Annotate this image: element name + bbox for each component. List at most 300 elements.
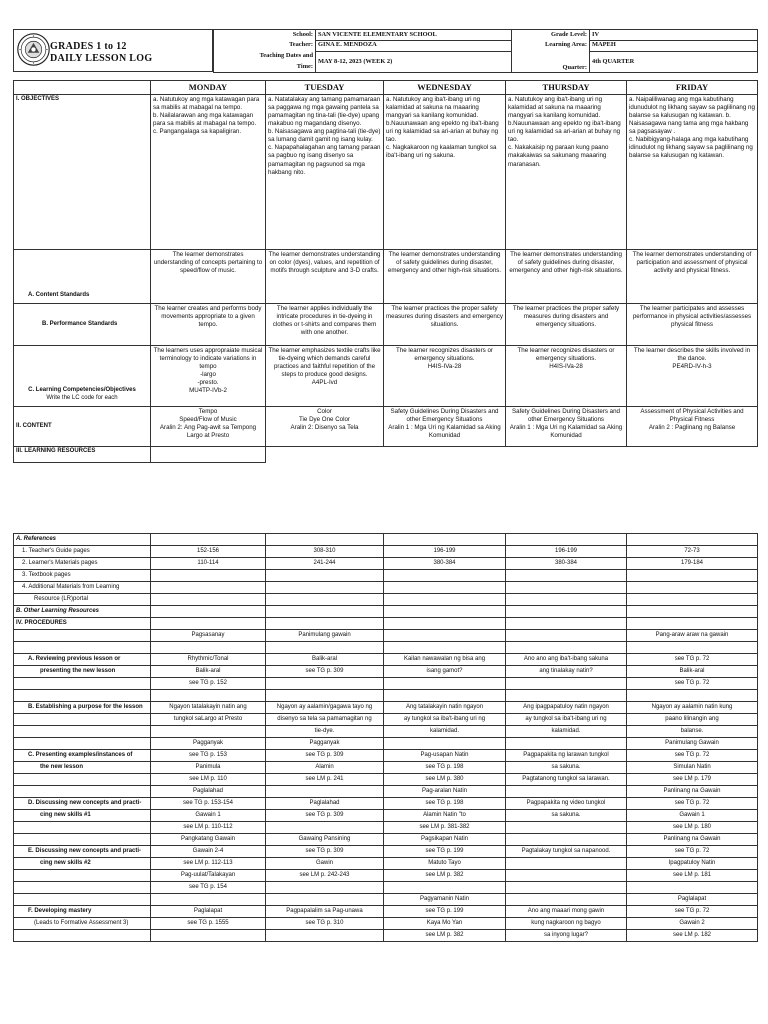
day-cell: Balik-aral — [627, 666, 758, 678]
day-cell — [266, 822, 384, 834]
day-cell — [506, 858, 627, 870]
objective-cell: a. Natutukoy ang iba't-ibang uri ng kalamidad at sakuna na maaaring mangyari sa kanilang komunidad. b.Nauunawaan ang epekto ng iba't-ibang uri ng kalamidad sa ari-arian at buhay ng tao. c. Nakakaisip ng paraan kung paano makakaiwas sa sakunang maaaring maranasan. — [506, 95, 627, 250]
day-cell: see TG p. 153-154 — [151, 798, 266, 810]
day-cell: Pagpapakita ng larawan tungkol — [506, 750, 627, 762]
area-value: MAPEH — [590, 40, 758, 51]
procedure-row — [14, 834, 758, 846]
objective-cell: a. Natutukoy ang mga katawagan para sa mabilis at mabagal na tempo. b. Nailalarawan ang mga katawagan para sa mabilis at mabagal na tempo. c. Pangangalaga sa kapaligiran. — [151, 95, 266, 250]
day-cell: see TG p. 72 — [627, 750, 758, 762]
day-cell: Alamin — [266, 762, 384, 774]
competencies-label: C. Learning Competencies/Objectives — [28, 387, 136, 394]
procedures-body — [14, 534, 758, 942]
day-cell: see TG p. 309 — [266, 810, 384, 822]
day-cell: Pagpapakita ng video tungkol — [506, 798, 627, 810]
resources-label: III. LEARNING RESOURCES — [14, 447, 151, 463]
day-cell: Paglalapat — [627, 894, 758, 906]
day-cell: Panlinang na Gawain — [627, 786, 758, 798]
day-cell: Pagtatanong tungkol sa larawan. — [506, 774, 627, 786]
day-cell: Paglalapat — [151, 906, 266, 918]
day-cell: Balik-aral — [151, 666, 266, 678]
day-cell: see TG p. 72 — [627, 798, 758, 810]
day-cell: Ngayon ay aalamin natin kung — [627, 702, 758, 714]
day-cell: see LM p. 382 — [384, 930, 506, 942]
day-cell: kalamidad. — [384, 726, 506, 738]
day-cell — [506, 594, 627, 606]
performance-standards-label: B. Performance Standards — [14, 304, 151, 346]
day-cell — [506, 678, 627, 690]
day-cell — [506, 570, 627, 582]
procedure-row — [14, 762, 758, 774]
day-cell — [506, 894, 627, 906]
day-cell: Rhythmic/Tonal — [151, 654, 266, 666]
procedure-row — [14, 618, 758, 630]
day-thursday: THURSDAY — [506, 81, 627, 95]
competency-cell: The learner recognizes disasters or emergency situations. H4IS-IVa-28 — [506, 346, 627, 407]
day-cell — [627, 594, 758, 606]
day-cell — [151, 690, 266, 702]
day-cell — [627, 690, 758, 702]
procedure-row — [14, 930, 758, 942]
day-cell: see TG p. 152 — [151, 678, 266, 690]
content-cell: Safety Guidelines During Disasters and other Emergency Situations Aralin 1 : Mga Uri ng Kalamidad sa Aking Komunidad — [506, 407, 627, 447]
content-standard-cell: The learner demonstrates understanding of safety guidelines during disaster, emergency and other high-risk situations. — [384, 250, 506, 304]
day-cell: Paglalahad — [266, 798, 384, 810]
day-cell: see TG p. 199 — [384, 846, 506, 858]
day-cell — [266, 930, 384, 942]
day-cell — [266, 582, 384, 594]
procedure-row — [14, 678, 758, 690]
day-cell: Gawaing Pansining — [266, 834, 384, 846]
day-cell: Kaya Mo Yan — [384, 918, 506, 930]
day-cell: 179-184 — [627, 558, 758, 570]
procedures-table — [13, 533, 758, 942]
day-cell — [151, 726, 266, 738]
day-wednesday: WEDNESDAY — [384, 81, 506, 95]
procedure-row — [14, 882, 758, 894]
day-cell: see LM p. 381-382 — [384, 822, 506, 834]
day-cell — [506, 834, 627, 846]
day-cell — [506, 642, 627, 654]
procedure-row — [14, 786, 758, 798]
day-cell: Pagganyak — [266, 738, 384, 750]
day-cell — [151, 618, 266, 630]
procedure-row — [14, 558, 758, 570]
empty-cell — [627, 447, 758, 463]
procedure-row — [14, 582, 758, 594]
day-cell: Ano ang maaari mong gawin — [506, 906, 627, 918]
school-value: SAN VICENTE ELEMENTARY SCHOOL — [316, 30, 512, 41]
procedure-row — [14, 594, 758, 606]
day-cell: Pagpapalalim sa Pag-unawa — [266, 906, 384, 918]
competency-cell: The learner describes the skills involved in the dance. PE4RD-IV-h-3 — [627, 346, 758, 407]
day-cell: kalamidad. — [506, 726, 627, 738]
day-cell: see TG p. 309 — [266, 846, 384, 858]
day-cell: Pag-uulat/Talakayan — [151, 870, 266, 882]
day-cell: see TG p. 153 — [151, 750, 266, 762]
row-label: C. Presenting examples/instances of — [14, 750, 151, 762]
day-cell — [151, 534, 266, 546]
row-label — [14, 834, 151, 846]
day-cell: sa sakuna. — [506, 810, 627, 822]
day-cell — [151, 642, 266, 654]
empty-cell — [266, 447, 384, 463]
day-cell: Ang ipagpapatuloy natin ngayon — [506, 702, 627, 714]
day-cell: see LM p. 181 — [627, 870, 758, 882]
day-cell: see TG p. 72 — [627, 678, 758, 690]
day-cell: 380-384 — [384, 558, 506, 570]
competencies-sublabel: Write the LC code for each — [46, 395, 118, 402]
deped-seal-icon — [17, 33, 50, 66]
content-standards-label: A. Content Standards — [14, 250, 151, 304]
procedure-row — [14, 774, 758, 786]
day-cell: Gawain 1 — [627, 810, 758, 822]
day-cell: 152-156 — [151, 546, 266, 558]
day-cell: Gawain 2-4 — [151, 846, 266, 858]
day-cell — [627, 606, 758, 618]
content-standard-cell: The learner demonstrates understanding of concepts pertaining to speed/flow of music. — [151, 250, 266, 304]
day-cell — [384, 582, 506, 594]
day-cell: see TG p. 198 — [384, 762, 506, 774]
day-cell — [627, 582, 758, 594]
day-cell: Pagganyak — [151, 738, 266, 750]
row-label — [14, 822, 151, 834]
day-cell: see LM p. 382 — [384, 870, 506, 882]
day-cell: 72-73 — [627, 546, 758, 558]
procedure-row — [14, 846, 758, 858]
day-cell: Pangkatang Gawain — [151, 834, 266, 846]
day-cell: see TG p. 309 — [266, 666, 384, 678]
day-cell: see LM p. 110-112 — [151, 822, 266, 834]
competencies-label-cell — [14, 346, 151, 407]
day-cell — [506, 870, 627, 882]
day-cell: see LM p. 110 — [151, 774, 266, 786]
row-label: the new lesson — [14, 762, 151, 774]
row-label: (Leads to Formative Assessment 3) — [14, 918, 151, 930]
day-cell — [384, 678, 506, 690]
day-cell — [384, 594, 506, 606]
content-cell: Safety Guidelines During Disasters and other Emergency Situations Aralin 1 : Mga Uri ng Kalamidad sa Aking Komunidad — [384, 407, 506, 447]
day-cell: Pagtalakay tungkol sa napanood. — [506, 846, 627, 858]
day-cell — [151, 606, 266, 618]
day-cell: kung nagkaroon ng bagyo — [506, 918, 627, 930]
procedure-row — [14, 690, 758, 702]
performance-standard-cell: The learner creates and performs body movements appropriate to a given tempo. — [151, 304, 266, 346]
day-cell: 241-244 — [266, 558, 384, 570]
row-label: A. References — [14, 534, 151, 546]
procedure-row — [14, 666, 758, 678]
day-cell: Pagyamanin Natin — [384, 894, 506, 906]
day-cell — [266, 678, 384, 690]
day-cell: Kailan nawawalan ng bisa ang — [384, 654, 506, 666]
corner-cell — [14, 81, 151, 95]
day-cell — [266, 894, 384, 906]
day-cell — [627, 882, 758, 894]
procedure-row — [14, 906, 758, 918]
info-table — [213, 29, 758, 73]
row-label: IV. PROCEDURES — [14, 618, 151, 630]
objectives-label: I. OBJECTIVES — [14, 95, 151, 250]
row-label — [14, 678, 151, 690]
day-cell — [266, 594, 384, 606]
day-cell — [384, 690, 506, 702]
procedure-row — [14, 870, 758, 882]
day-cell — [627, 570, 758, 582]
day-cell: Paglalahad — [151, 786, 266, 798]
day-cell: see LM p. 180 — [627, 822, 758, 834]
day-cell: Gawain 1 — [151, 810, 266, 822]
day-friday: FRIDAY — [627, 81, 758, 95]
row-label — [14, 774, 151, 786]
day-cell: ay tungkol sa iba't-ibang uri ng — [506, 714, 627, 726]
day-cell: see LM p. 241 — [266, 774, 384, 786]
day-cell: Pagsasanay — [151, 630, 266, 642]
day-cell — [266, 534, 384, 546]
day-cell — [266, 618, 384, 630]
procedure-row — [14, 642, 758, 654]
day-cell — [384, 882, 506, 894]
day-cell: Ano ano ang iba't-ibang sakuna — [506, 654, 627, 666]
procedure-row — [14, 918, 758, 930]
content-row — [14, 407, 758, 447]
row-label: cing new skills #2 — [14, 858, 151, 870]
day-cell — [384, 618, 506, 630]
objectives-table — [13, 80, 758, 463]
procedure-row — [14, 546, 758, 558]
row-label: 3. Textbook pages — [14, 570, 151, 582]
competency-cell: The learner emphasizes textile crafts like tie-dyeing which demands careful practices and faithful repetition of the steps to produce good designs. A4PL-Ivd — [266, 346, 384, 407]
day-cell: ang tinalakay natin? — [506, 666, 627, 678]
logo-area — [13, 29, 213, 72]
resources-row — [14, 447, 758, 463]
dates-label-1: Teaching Dates and — [214, 51, 316, 62]
day-cell: Alamin Natin "to — [384, 810, 506, 822]
day-cell: see TG p. 72 — [627, 846, 758, 858]
procedure-row — [14, 858, 758, 870]
procedure-row — [14, 606, 758, 618]
day-cell — [384, 606, 506, 618]
day-cell: see LM p. 179 — [627, 774, 758, 786]
objective-cell: a. Naipaliliwanag ang mga kabutihang idunudulot ng likhang sayaw sa paglilinang ng balanse sa kalusugan ng katawan. b. Naisasagawa nang tama ang mga hakbang sa pagsasayaw . c. Nabibigyang-halaga ang mga kabutihang idinudulot ng likhang sayaw sa paglilinang ng balanse sa kalusugan ng katawan. — [627, 95, 758, 250]
objective-cell: a. Natatalakay ang tamang pamamaraan sa paggawa ng mga gawaing pantela sa pamamagitan ng tina-tali (tie-dye) upang makabuo ng magandang disenyo. b. Naisasagawa ang pagtina-tali (tie-dye) sa lumang damit gamit ng isang kulay. c. Napapahalagahan ang tamang paraan sa pagbuo ng isang disenyo sa pamamagitan ng pagsunod sa mga hakbang nito. — [266, 95, 384, 250]
day-monday: MONDAY — [151, 81, 266, 95]
day-cell: Ang tatalakayin natin ngayon — [384, 702, 506, 714]
document-title: GRADES 1 to 12 DAILY LESSON LOG — [50, 41, 153, 64]
row-label: B. Establishing a purpose for the lesson — [14, 702, 151, 714]
day-cell — [151, 594, 266, 606]
row-label — [14, 726, 151, 738]
row-label: A. Reviewing previous lesson or — [14, 654, 151, 666]
procedure-row — [14, 798, 758, 810]
day-cell: see LM p. 112-113 — [151, 858, 266, 870]
day-cell — [266, 570, 384, 582]
content-cell: Color Tie Dye One Color Aralin 2: Disenyo sa Tela — [266, 407, 384, 447]
procedure-row — [14, 714, 758, 726]
day-cell — [506, 630, 627, 642]
day-cell: 196-199 — [384, 546, 506, 558]
teacher-value: GINA E. MENDOZA — [316, 40, 512, 51]
day-cell: see TG p. 1555 — [151, 918, 266, 930]
procedure-row — [14, 570, 758, 582]
day-cell: see TG p. 198 — [384, 798, 506, 810]
procedure-row — [14, 630, 758, 642]
day-cell — [506, 786, 627, 798]
dll-header — [13, 29, 757, 72]
grade-label: Grade Level: — [512, 30, 590, 41]
performance-standards-row — [14, 304, 758, 346]
day-cell: 308-310 — [266, 546, 384, 558]
day-cell: Gawin — [266, 858, 384, 870]
procedure-row — [14, 810, 758, 822]
performance-standard-cell: The learner practices the proper safety measures during disasters and emergency situations. — [384, 304, 506, 346]
row-label: Resource (LR)portal — [14, 594, 151, 606]
row-label: E. Discussing new concepts and practi- — [14, 846, 151, 858]
day-cell: sa inyong lugar? — [506, 930, 627, 942]
day-cell — [506, 582, 627, 594]
day-cell — [266, 786, 384, 798]
content-standard-cell: The learner demonstrates understanding on color (dyes), values, and repetition of motifs through sculpture and 3-D crafts. — [266, 250, 384, 304]
grade-value: IV — [590, 30, 758, 41]
dates-label-2: Time: — [214, 62, 316, 73]
procedure-row — [14, 738, 758, 750]
row-label — [14, 630, 151, 642]
content-cell: Assessment of Physical Activities and Physical Fitness Aralin 2 : Paglinang ng Balanse — [627, 407, 758, 447]
row-label: D. Discussing new concepts and practi- — [14, 798, 151, 810]
day-cell: Panimulang gawain — [266, 630, 384, 642]
day-cell: tungkol saLargo at Presto — [151, 714, 266, 726]
competencies-row — [14, 346, 758, 407]
day-cell — [506, 822, 627, 834]
day-tuesday: TUESDAY — [266, 81, 384, 95]
day-cell — [506, 690, 627, 702]
quarter-value: 4th QUARTER — [590, 51, 758, 73]
competency-cell: The learners uses appropraiate musical terminology to indicate variations in tempo -largo -presto. MU4TP-IVb-2 — [151, 346, 266, 407]
procedure-row — [14, 894, 758, 906]
day-cell: see TG p. 199 — [384, 906, 506, 918]
day-cell — [384, 642, 506, 654]
day-cell: Matuto Tayo — [384, 858, 506, 870]
day-cell — [151, 894, 266, 906]
empty-cell — [506, 447, 627, 463]
content-standard-cell: The learner demonstrates understanding of safety guidelines during disaster, emergency and other high-risk situations. — [506, 250, 627, 304]
row-label: 4. Additional Materials from Learning — [14, 582, 151, 594]
day-cell — [151, 930, 266, 942]
performance-standard-cell: The learner practices the proper safety measures during disasters and emergency situations. — [506, 304, 627, 346]
content-standards-row — [14, 250, 758, 304]
empty-cell — [151, 447, 266, 463]
day-cell: sa sakuna. — [506, 762, 627, 774]
content-standard-cell: The learner demonstrates understanding of participation and assessment of physical activity and physical fitness. — [627, 250, 758, 304]
procedure-row — [14, 750, 758, 762]
empty-cell — [384, 447, 506, 463]
day-cell: Gawain 2 — [627, 918, 758, 930]
day-cell: 380-384 — [506, 558, 627, 570]
row-label — [14, 882, 151, 894]
row-label: 1. Teacher's Guide pages — [14, 546, 151, 558]
day-cell: Pagsikapan Natin — [384, 834, 506, 846]
area-label: Learning Area: — [512, 40, 590, 51]
day-cell: balanse. — [627, 726, 758, 738]
day-cell: see LM p. 380 — [384, 774, 506, 786]
day-cell — [506, 534, 627, 546]
content-label: II. CONTENT — [14, 407, 151, 447]
day-cell: see LM p. 242-243 — [266, 870, 384, 882]
row-label — [14, 930, 151, 942]
day-cell: see TG p. 72 — [627, 654, 758, 666]
row-label — [14, 786, 151, 798]
row-label: cing new skills #1 — [14, 810, 151, 822]
competency-cell: The learner recognizes disasters or emergency situations. H4IS-IVa-28 — [384, 346, 506, 407]
day-cell: paano lilinangin ang — [627, 714, 758, 726]
day-cell — [151, 582, 266, 594]
day-cell: Balik-aral — [266, 654, 384, 666]
day-cell — [627, 534, 758, 546]
day-cell: see TG p. 309 — [266, 750, 384, 762]
day-cell: ay tungkol sa iba't-ibang uri ng — [384, 714, 506, 726]
row-label — [14, 714, 151, 726]
performance-standard-cell: The learner applies individually the intricate procedures in tie-dyeing in clothes or t-shirts and compares them with one another. — [266, 304, 384, 346]
day-cell — [266, 690, 384, 702]
row-label — [14, 738, 151, 750]
row-label: 2. Learner's Materials pages — [14, 558, 151, 570]
procedure-row — [14, 822, 758, 834]
day-cell: 110-114 — [151, 558, 266, 570]
day-cell — [506, 606, 627, 618]
day-cell — [384, 630, 506, 642]
day-cell — [506, 738, 627, 750]
row-label — [14, 894, 151, 906]
day-cell — [266, 882, 384, 894]
day-cell: Panimulang Gawain — [627, 738, 758, 750]
procedure-row — [14, 534, 758, 546]
content-cell: Tempo Speed/Flow of Music Aralin 2: Ang Pag-awit sa Tempong Largo at Presto — [151, 407, 266, 447]
teacher-label: Teacher: — [214, 40, 316, 51]
dates-value: MAY 8-12, 2023 (WEEK 2) — [316, 51, 512, 73]
procedure-row — [14, 726, 758, 738]
row-label — [14, 690, 151, 702]
performance-standard-cell: The learner participates and assesses performance in physical activities/assesses physical fitness — [627, 304, 758, 346]
row-label: F. Developing mastery — [14, 906, 151, 918]
day-cell — [506, 618, 627, 630]
day-cell — [506, 882, 627, 894]
day-cell: Panimula — [151, 762, 266, 774]
day-cell — [266, 642, 384, 654]
day-cell: see TG p. 72 — [627, 906, 758, 918]
day-cell — [384, 534, 506, 546]
day-cell: Panlinang na Gawain — [627, 834, 758, 846]
day-cell — [384, 570, 506, 582]
day-header-row — [14, 81, 758, 95]
day-cell: disenyo sa tela sa pamamagitan ng — [266, 714, 384, 726]
row-label: presenting the new lesson — [14, 666, 151, 678]
day-cell: Pang-araw araw na gawain — [627, 630, 758, 642]
day-cell: isang gamot? — [384, 666, 506, 678]
day-cell — [627, 618, 758, 630]
objective-cell: a. Natutukoy ang iba't-ibang uri ng kalamidad at sakuna na maaaring mangyari sa kanilang komunidad. b.Nauunawaan ang epekto ng iba't-ibang uri ng kalamidad sa ari-arian at buhay ng tao. c. Nagkakaroon ng kaalaman tungkol sa iba't-ibang uri ng sakuna. — [384, 95, 506, 250]
day-cell: Ngayon tatalakayin natin ang — [151, 702, 266, 714]
day-cell: tie-dye. — [266, 726, 384, 738]
day-cell: Pag-usapan Natin — [384, 750, 506, 762]
school-label: School: — [214, 30, 316, 41]
day-cell: Ngayon ay aalamin/gagawa tayo ng — [266, 702, 384, 714]
procedure-row — [14, 654, 758, 666]
day-cell: Simulan Natin — [627, 762, 758, 774]
day-cell: 196-199 — [506, 546, 627, 558]
procedure-row — [14, 702, 758, 714]
quarter-label: Quarter: — [512, 51, 590, 73]
day-cell — [627, 642, 758, 654]
day-cell — [384, 738, 506, 750]
day-cell: Pag-aralan Natin — [384, 786, 506, 798]
